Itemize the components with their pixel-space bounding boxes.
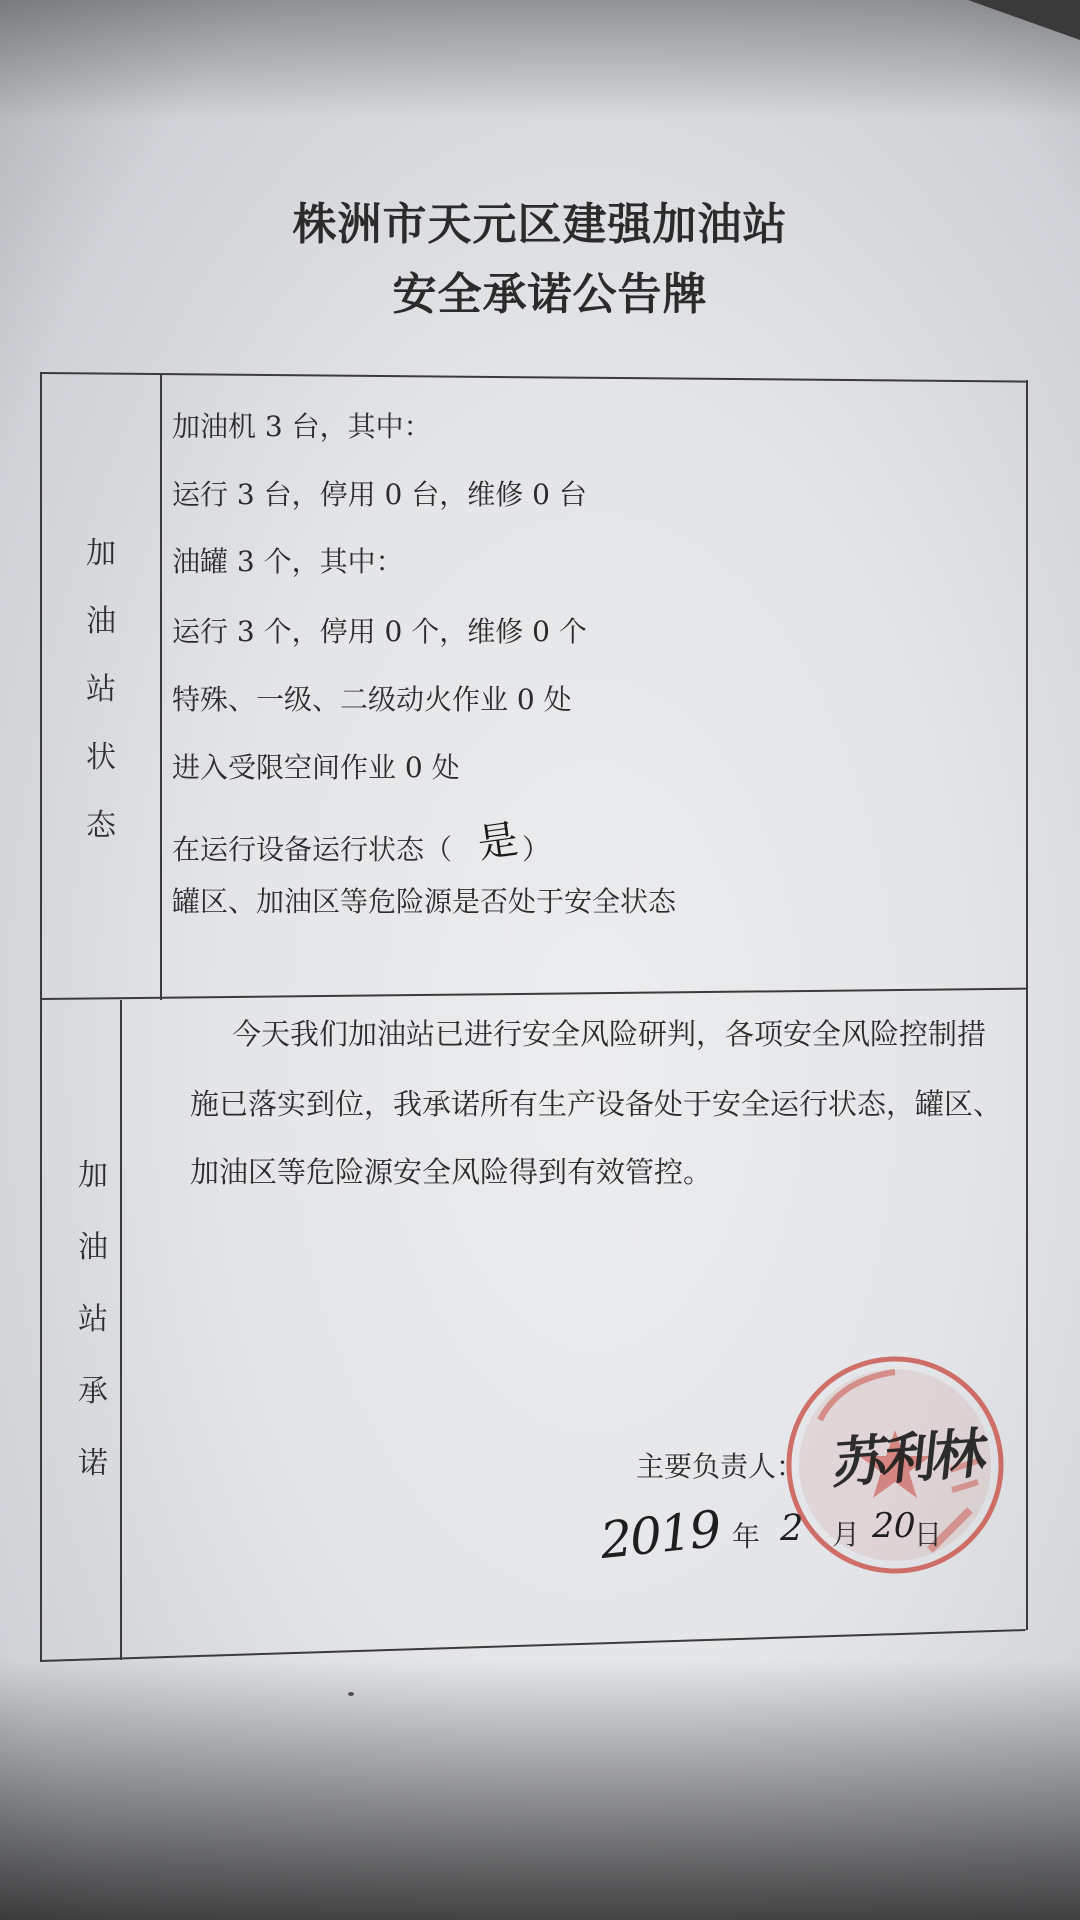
promise-label-char: 承 <box>78 1374 108 1409</box>
status-label-char: 油 <box>86 604 116 639</box>
document-subtitle: 安全承诺公告牌 <box>392 269 708 320</box>
status-line-equipment-state <box>172 814 550 871</box>
promise-label-char: 站 <box>78 1302 108 1337</box>
status-label-char: 加 <box>86 536 116 571</box>
equipment-state-label: 在运行设备运行状态（ <box>172 833 453 866</box>
row-divider <box>40 988 1026 1000</box>
status-line-tanks-detail: 运行 3 个，停用 0 个，维修 0 个 <box>172 615 587 648</box>
signer-label: 主要负责人： <box>636 1450 805 1483</box>
date-year-handwritten: 2019 <box>597 1499 723 1571</box>
column-divider-top <box>160 374 162 1000</box>
date-day-unit: 日 <box>914 1518 943 1551</box>
status-line-dispensers: 加油机 3 台，其中： <box>172 410 432 443</box>
status-line-hazard-state: 罐区、加油区等危险源是否处于安全状态 <box>172 885 677 918</box>
table-right-border <box>1026 380 1028 1630</box>
promise-text-line: 加油区等危险源安全风险得到有效管控。 <box>190 1155 713 1189</box>
promise-text-line: 今天我们加油站已进行安全风险研判，各项安全风险控制措 <box>232 1017 987 1051</box>
signature-text: 苏利林 <box>830 1420 987 1496</box>
promise-label-char: 油 <box>78 1230 108 1265</box>
handwritten-answer: 是 <box>474 816 521 868</box>
promise-label-char: 加 <box>78 1158 108 1193</box>
status-label-char: 态 <box>86 808 116 843</box>
status-line-confined-space: 进入受限空间作业 0 处 <box>172 751 460 784</box>
status-label-char: 站 <box>86 672 116 707</box>
status-section-label <box>76 520 126 860</box>
date-month-unit: 月 <box>832 1518 861 1551</box>
promise-text-line: 施已落实到位，我承诺所有生产设备处于安全运行状态，罐区、 <box>190 1087 1003 1121</box>
status-label-char: 状 <box>86 740 116 775</box>
promise-section-label <box>68 1140 118 1500</box>
column-divider-bottom <box>120 1000 122 1660</box>
table-top-border <box>42 372 1026 383</box>
date-month-handwritten: 2 <box>775 1508 808 1549</box>
status-line-tanks: 油罐 3 个，其中： <box>172 545 404 578</box>
status-line-hot-work: 特殊、一级、二级动火作业 0 处 <box>172 683 572 716</box>
promise-label-char: 诺 <box>78 1446 108 1481</box>
date-year-unit: 年 <box>732 1520 761 1553</box>
date-day-handwritten: 20 <box>867 1506 920 1546</box>
bottom-shadow <box>0 1660 1080 1920</box>
document-title: 株洲市天元区建强加油站 <box>292 199 788 250</box>
status-line-dispensers-detail: 运行 3 台，停用 0 台，维修 0 台 <box>172 478 587 511</box>
table-bottom-border <box>40 1629 1026 1662</box>
table-left-border <box>40 372 42 1662</box>
paren-close: ） <box>522 833 551 866</box>
